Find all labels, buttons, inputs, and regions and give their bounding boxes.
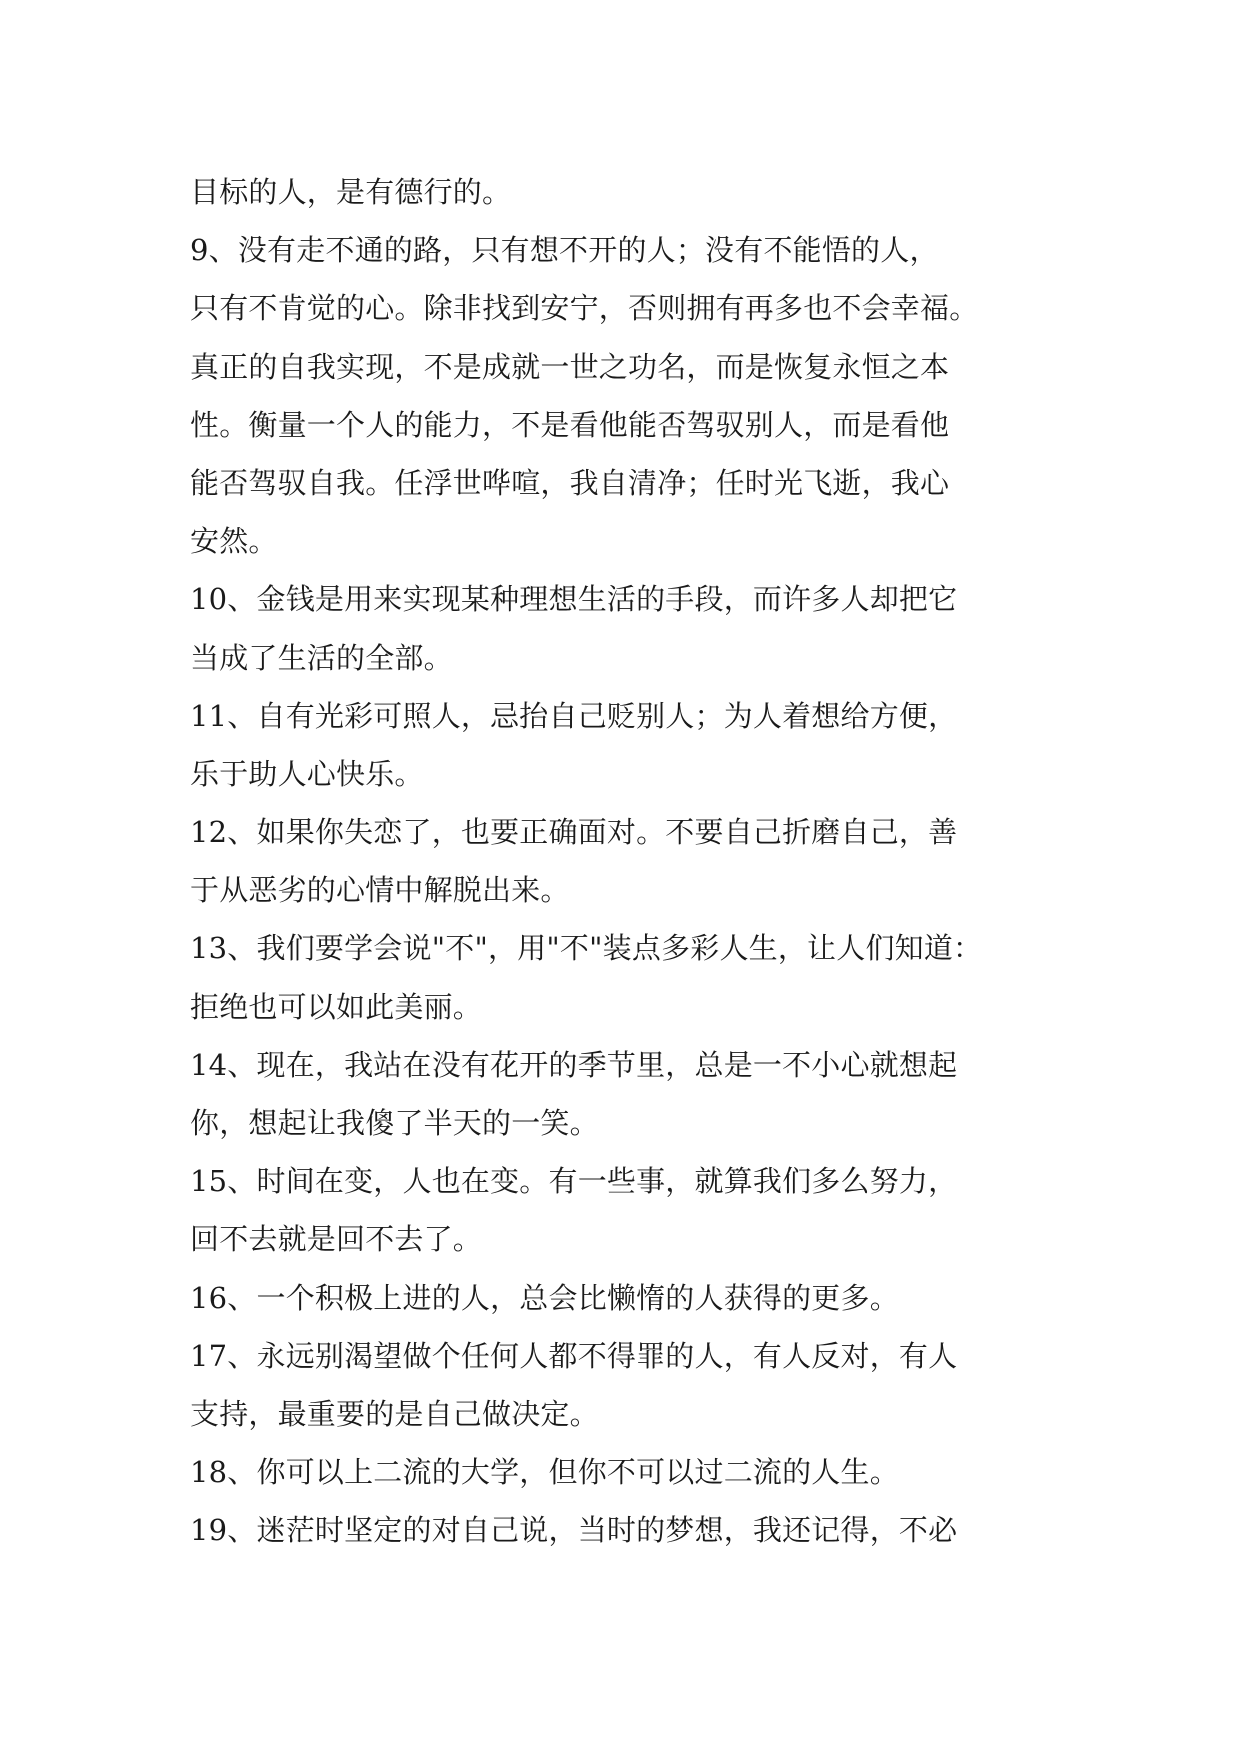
text-line: 当成了生活的全部。: [190, 640, 453, 675]
text-line: 17、永远别渴望做个任何人都不得罪的人，有人反对，有人: [190, 1338, 958, 1373]
text-line: 13、我们要学会说"不"，用"不"装点多彩人生，让人们知道：: [190, 931, 983, 966]
text-line: 性。衡量一个人的能力，不是看他能否驾驭别人，而是看他: [190, 407, 950, 442]
text-line: 安然。: [190, 524, 278, 559]
document-body: [190, 163, 1090, 1560]
text-line: 10、金钱是用来实现某种理想生活的手段，而许多人却把它: [190, 582, 958, 617]
text-line: 回不去就是回不去了。: [190, 1222, 483, 1257]
text-line: 于从恶劣的心情中解脱出来。: [190, 873, 570, 908]
text-line: 你，想起让我傻了半天的一笑。: [190, 1106, 599, 1140]
text-line: 能否驾驭自我。任浮世哗喧，我自清净；任时光飞逝，我心: [190, 465, 950, 500]
text-line: 真正的自我实现，不是成就一世之功名，而是恢复永恒之本: [190, 349, 950, 384]
text-line: 18、你可以上二流的大学，但你不可以过二流的人生。: [190, 1455, 899, 1490]
text-line: 目标的人，是有德行的。: [190, 175, 512, 209]
text-line: 16、一个积极上进的人，总会比懒惰的人获得的更多。: [190, 1280, 899, 1315]
text-line: 19、迷茫时坚定的对自己说，当时的梦想，我还记得，不必: [190, 1513, 958, 1548]
text-line: 乐于助人心快乐。: [190, 756, 424, 791]
text-line: 11、自有光彩可照人，忌抬自己贬别人；为人着想给方便，: [190, 698, 958, 733]
text-line: 拒绝也可以如此美丽。: [190, 989, 483, 1024]
text-line: 14、现在，我站在没有花开的季节里，总是一不小心就想起: [190, 1047, 958, 1082]
text-line: 只有不肯觉的心。除非找到安宁，否则拥有再多也不会幸福。: [190, 291, 979, 326]
text-line: 15、时间在变，人也在变。有一些事，就算我们多么努力，: [190, 1164, 958, 1199]
text-line: 9、没有走不通的路，只有想不开的人；没有不能悟的人，: [190, 233, 939, 268]
text-line: 12、如果你失恋了，也要正确面对。不要自己折磨自己，善: [190, 815, 958, 850]
text-line: 支持，最重要的是自己做决定。: [190, 1396, 599, 1431]
